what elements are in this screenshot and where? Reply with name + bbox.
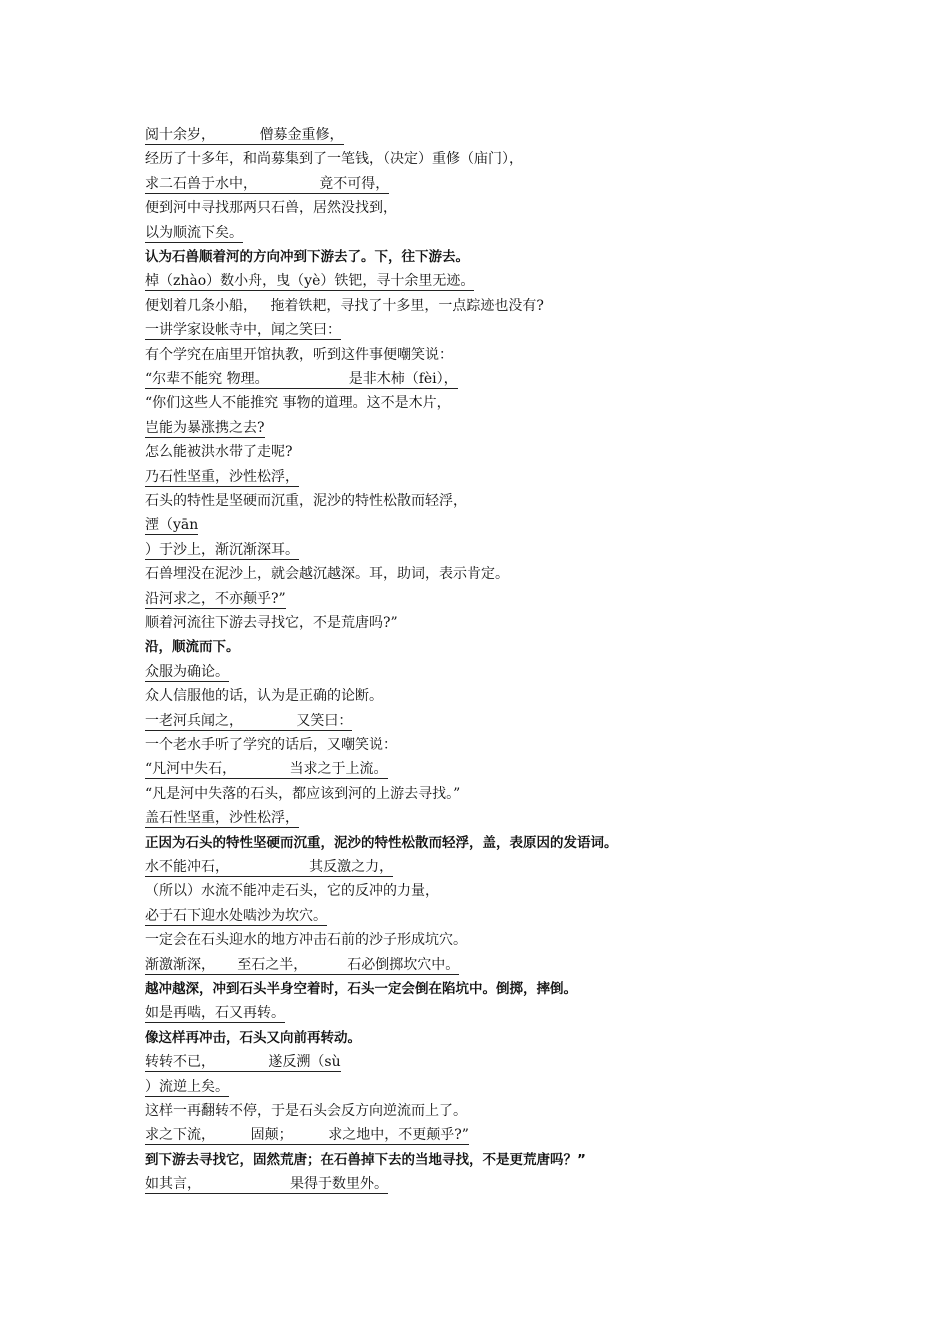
translation-line	[145, 443, 293, 461]
annotation-line	[145, 638, 240, 656]
original-text-line	[145, 712, 352, 730]
translation-line	[145, 1102, 467, 1120]
annotation-text: 像这样再冲击，石头又向前再转动。	[145, 1029, 361, 1046]
original-text-line	[145, 590, 286, 608]
translation-line	[145, 346, 453, 364]
translation-line	[145, 492, 467, 510]
original-text: 众服为确论。	[145, 663, 229, 680]
translation-text: 便划着几条小船， 拖着铁耙，寻找了十多里，一点踪迹也没有?	[145, 297, 544, 314]
annotation-text: 越冲越深，冲到石头半身空着时，石头一定会倒在陷坑中。倒掷，摔倒。	[145, 981, 577, 997]
translation-text: 顺着河流往下游去寻找它，不是荒唐吗?”	[145, 615, 398, 631]
translation-text: （所以）水流不能冲走石头，它的反冲的力量，	[145, 883, 439, 900]
original-text: ）于沙上，渐沉渐深耳。	[145, 541, 299, 558]
translation-line	[145, 565, 509, 583]
original-text: 一讲学家设帐寺中，闻之笑曰：	[145, 322, 341, 339]
original-text: 一老河兵闻之， 又笑曰：	[145, 712, 353, 729]
annotation-text: 认为石兽顺着河的方向冲到下游去了。下，往下游去。	[145, 249, 469, 265]
original-text: 如其言， 果得于数里外。	[145, 1176, 389, 1193]
original-text-line	[145, 516, 198, 534]
annotation-line	[145, 1151, 586, 1169]
original-text: 渐激渐深， 至石之半， 石必倒掷坎穴中。	[145, 956, 460, 973]
original-text-line	[145, 468, 299, 486]
original-text-line	[145, 956, 459, 974]
annotation-text: 到下游去寻找它，固然荒唐；在石兽掉下去的当地寻找，不是更荒唐吗？”	[145, 1151, 586, 1168]
translation-text: 这样一再翻转不停，于是石头会反方向逆流而上了。	[145, 1103, 467, 1119]
original-text: “凡河中失石， 当求之于上流。	[145, 761, 388, 778]
original-text: 乃石性坚重，沙性松浮，	[145, 468, 299, 485]
original-text-line	[145, 1175, 388, 1193]
translation-text: “你们这些人不能推究 事物的道理。这不是木片，	[145, 395, 451, 412]
translation-text: 怎么能被洪水带了走呢?	[145, 444, 293, 461]
original-text-line	[145, 1053, 341, 1071]
translation-text: 石头的特性是坚硬而沉重，泥沙的特性松散而轻浮，	[145, 493, 467, 509]
annotation-line	[145, 834, 618, 852]
translation-text: 一定会在石头迎水的地方冲击石前的沙子形成坑穴。	[145, 932, 467, 949]
original-text-line	[145, 809, 299, 827]
original-text-line	[145, 272, 474, 290]
original-text: 转转不已， 遂反溯（sù	[145, 1054, 341, 1071]
original-text-line	[145, 224, 243, 242]
annotation-line	[145, 248, 469, 266]
original-text: ）流逆上矣。	[145, 1078, 229, 1095]
original-text-line	[145, 1004, 285, 1022]
translation-line	[145, 297, 544, 315]
original-text-line	[145, 541, 299, 559]
original-text: 湮（yān	[145, 517, 199, 534]
translation-line	[145, 882, 439, 900]
original-text: 水不能冲石， 其反激之力，	[145, 859, 394, 875]
original-text: 如是再啮，石又再转。	[145, 1005, 285, 1022]
original-text-line	[145, 858, 393, 876]
original-text: 沿河求之，不亦颠乎?”	[145, 590, 286, 607]
annotation-text: 沿，顺流而下。	[145, 639, 240, 656]
translation-line	[145, 394, 451, 412]
annotation-line	[145, 1029, 361, 1047]
translation-line	[145, 736, 397, 754]
annotation-text: 正因为石头的特性坚硬而沉重，泥沙的特性松散而轻浮，盖，表原因的发语词。	[145, 834, 618, 851]
translation-text: 石兽埋没在泥沙上，就会越沉越深。耳，助词，表示肯定。	[145, 566, 509, 583]
original-text-line	[145, 175, 389, 193]
original-text-line	[145, 663, 229, 681]
translation-line	[145, 785, 460, 803]
original-text: 必于石下迎水处啮沙为坎穴。	[145, 907, 327, 924]
original-text: 岂能为暴涨携之去?	[145, 419, 265, 436]
original-text-line	[145, 419, 265, 437]
original-text-line	[145, 321, 341, 339]
translation-text: 便到河中寻找那两只石兽，居然没找到，	[145, 200, 397, 217]
translation-text: “凡是河中失落的石头，都应该到河的上游去寻找。”	[145, 785, 461, 802]
original-text-line	[145, 1126, 469, 1144]
translation-text: 众人信服他的话，认为是正确的论断。	[145, 688, 383, 705]
translation-line	[145, 687, 383, 705]
translation-text: 一个老水手听了学究的话后，又嘲笑说：	[145, 737, 397, 753]
original-text: 以为顺流下矣。	[145, 224, 243, 241]
original-text-line	[145, 126, 344, 144]
original-text: 盖石性坚重，沙性松浮，	[145, 810, 299, 827]
original-text-line	[145, 1078, 229, 1096]
original-text-line	[145, 907, 327, 925]
translation-line	[145, 150, 523, 168]
original-text: “尔辈不能究 物理。 是非木柿（fèi），	[145, 371, 458, 387]
translation-line	[145, 614, 398, 632]
original-text-line	[145, 760, 388, 778]
original-text: 求之下流， 固颠； 求之地中，不更颠乎?”	[145, 1127, 469, 1144]
original-text: 棹（zhào）数小舟，曳（yè）铁钯，寻十余里无迹。	[145, 273, 475, 290]
original-text: 阅十余岁， 僧募金重修，	[145, 127, 344, 143]
translation-line	[145, 931, 467, 949]
translation-text: 有个学究在庙里开馆执教，听到这件事便嘲笑说：	[145, 346, 453, 363]
original-text: 求二石兽于水中， 竟不可得，	[145, 175, 390, 192]
translation-text: 经历了十多年，和尚募集到了一笔钱，（决定）重修（庙门），	[145, 151, 523, 168]
translation-line	[145, 199, 397, 217]
annotation-line	[145, 980, 577, 998]
original-text-line	[145, 370, 458, 388]
